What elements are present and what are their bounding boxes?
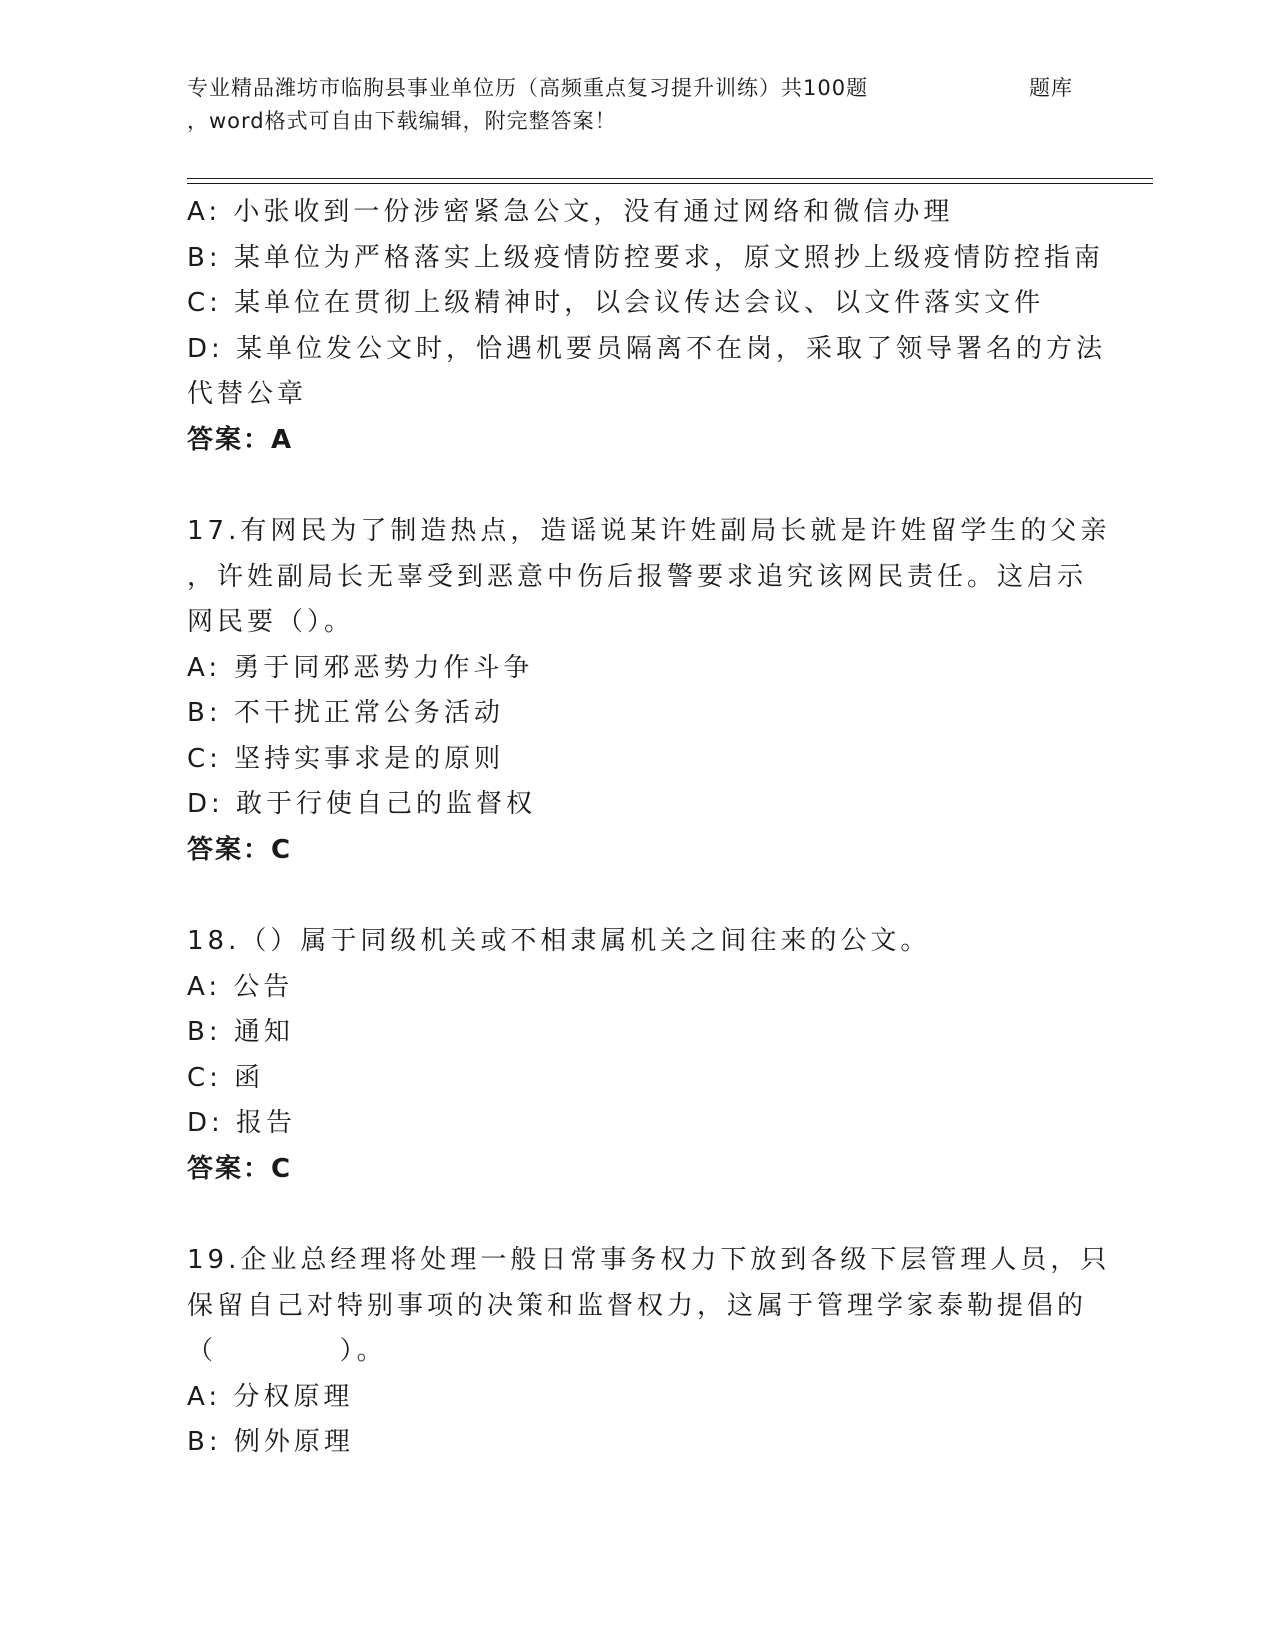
- option-a: A: 勇于同邪恶势力作斗争: [187, 652, 534, 683]
- question-17: [187, 509, 1111, 873]
- option-d: D: 报告: [187, 1108, 297, 1138]
- spacer: [187, 873, 1087, 919]
- prev-question-block: [187, 190, 1107, 463]
- option-b: B: 不干扰正常公务活动: [187, 698, 504, 728]
- question-stem: 19.企业总经理将处理一般日常事务权力下放到各级下层管理人员，只: [187, 1245, 1111, 1275]
- header-rule-bottom: [187, 183, 1153, 184]
- answer: 答案：C: [187, 1153, 293, 1184]
- option-c: C: 函: [187, 1062, 265, 1093]
- question-stem: 保留自己对特别事项的决策和监督权力，这属于管理学家泰勒提倡的: [187, 1290, 1088, 1321]
- option-a: A: 公告: [187, 971, 294, 1002]
- option-b: B: 例外原理: [187, 1427, 354, 1457]
- header-title-line-2: ，word格式可自由下载编辑，附完整答案！: [187, 109, 617, 133]
- option-b: B: 通知: [187, 1017, 294, 1047]
- option-a: A: 小张收到一份涉密紧急公文，没有通过网络和微信办理: [187, 197, 954, 227]
- question-stem: ，许姓副局长无辜受到恶意中伤后报警要求追究该网民责任。这启示: [187, 561, 1088, 592]
- option-a: A: 分权原理: [187, 1381, 354, 1412]
- question-stem: 18.（）属于同级机关或不相隶属机关之间往来的公文。: [187, 926, 931, 956]
- header-title-line-1: [187, 72, 1087, 105]
- option-d: D: 敢于行使自己的监督权: [187, 789, 537, 819]
- header-title: 专业精品潍坊市临朐县事业单位历（高频重点复习提升训练）共100题: [187, 76, 869, 100]
- question-stem: （ ）。: [187, 1336, 387, 1366]
- page-header: [187, 72, 1087, 138]
- option-b: B: 某单位为严格落实上级疫情防控要求，原文照抄上级疫情防控指南: [187, 242, 1104, 273]
- spacer: [187, 463, 1087, 509]
- header-tag: 题库: [1029, 76, 1073, 100]
- option-c: C: 坚持实事求是的原则: [187, 743, 505, 774]
- option-d: D: 某单位发公文时，恰遇机要员隔离不在岗，采取了领导署名的方法: [187, 333, 1107, 364]
- header-rule-top: [187, 178, 1153, 179]
- question-18: [187, 919, 1087, 1192]
- question-content: [187, 190, 1111, 1466]
- question-19: [187, 1238, 1111, 1466]
- option-c: C: 某单位在贯彻上级精神时，以会议传达会议、以文件落实文件: [187, 288, 1045, 318]
- question-stem: 网民要（）。: [187, 607, 355, 637]
- option-d-continued: 代替公章: [187, 379, 308, 409]
- answer: 答案：A: [187, 424, 294, 455]
- answer: 答案：C: [187, 834, 293, 865]
- question-stem: 17.有网民为了制造热点，造谣说某许姓副局长就是许姓留学生的父亲: [187, 516, 1111, 546]
- spacer: [187, 1192, 1087, 1238]
